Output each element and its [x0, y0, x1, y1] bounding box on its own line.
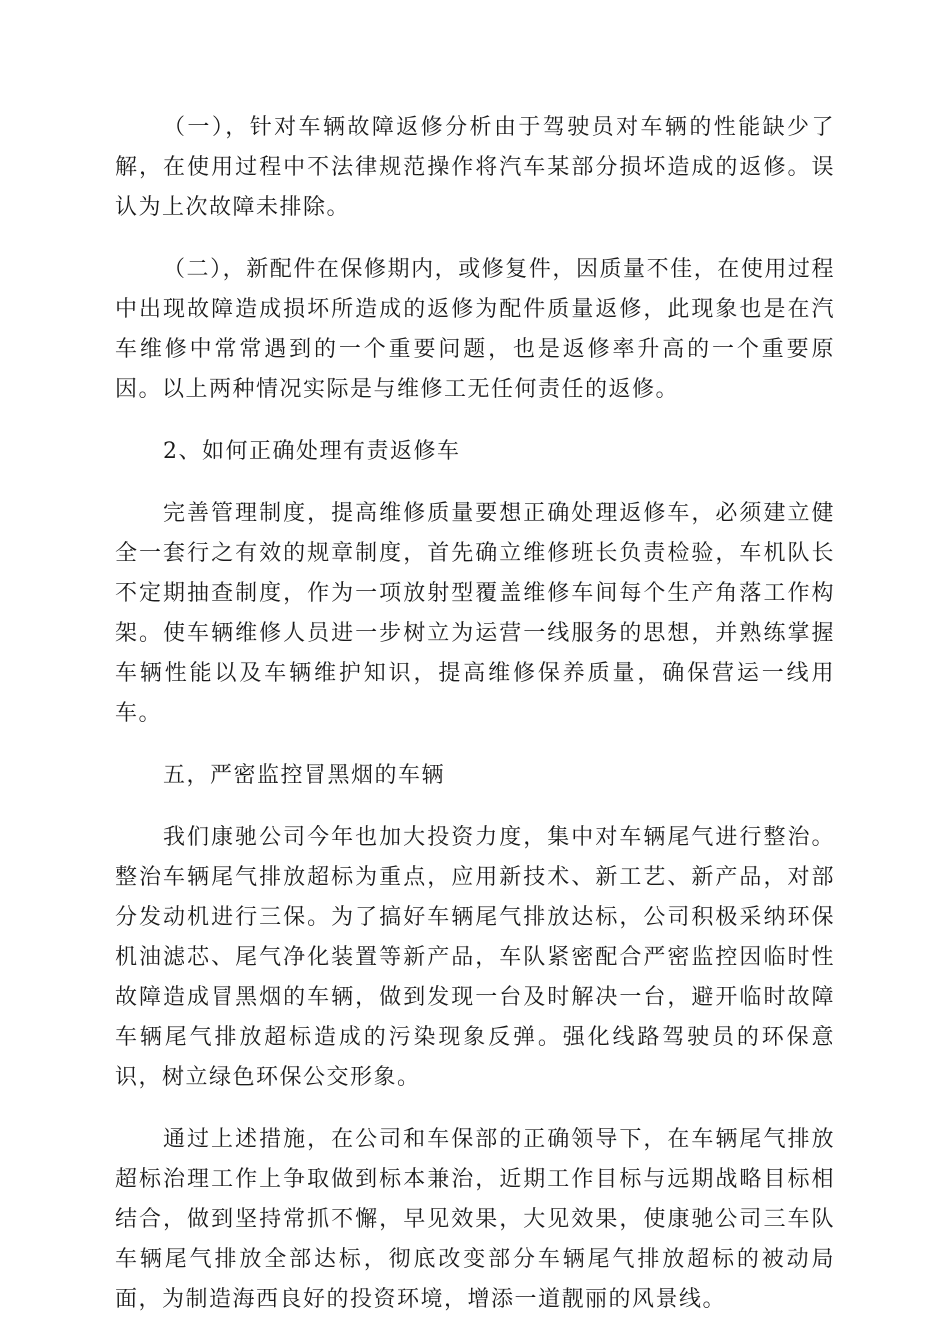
paragraph-exhaust-control: 我们康驰公司今年也加大投资力度，集中对车辆尾气进行整治。整治车辆尾气排放超标为重点，应用新技术、新工艺、新产品，对部分发动机进行三保。为了搞好车辆尾气排放达标，公司积极采纳环保机油滤芯、尾气净化装置等新产品，车队紧密配合严密监控因临时性故障造成冒黑烟的车辆，做到发现一台及时解决一台，避开临时故障车辆尾气排放超标造成的污染现象反弹。强化线路驾驶员的环保意识，树立绿色环保公交形象。	[115, 825, 835, 1090]
document-body	[115, 108, 835, 1342]
paragraph-management-system: 完善管理制度，提高维修质量要想正确处理返修车，必须建立健全一套行之有效的规章制度，首先确立维修班长负责检验，车机队长不定期抽查制度，作为一项放射型覆盖维修车间每个生产角落工作构架。使车辆维修人员进一步树立为运营一线服务的思想，并熟练掌握车辆性能以及车辆维护知识，提高维修保养质量，确保营运一线用车。	[115, 501, 835, 726]
paragraph-conclusion: 通过上述措施，在公司和车保部的正确领导下，在车辆尾气排放超标治理工作上争取做到标本兼治，近期工作目标与远期战略目标相结合，做到坚持常抓不懈，早见效果，大见效果，使康驰公司三车队车辆尾气排放全部达标，彻底改变部分车辆尾气排放超标的被动局面，为制造海西良好的投资环境，增添一道靓丽的风景线。	[115, 1127, 835, 1312]
paragraph-fault-analysis-2: （二），新配件在保修期内，或修复件，因质量不佳，在使用过程中出现故障造成损坏所造成的返修为配件质量返修，此现象也是在汽车维修中常常遇到的一个重要问题，也是返修率升高的一个重要原因。以上两种情况实际是与维修工无任何责任的返修。	[115, 257, 835, 402]
section-heading-handle-repairs: 2、如何正确处理有责返修车	[163, 439, 461, 464]
paragraph-fault-analysis-1: （一），针对车辆故障返修分析由于驾驶员对车辆的性能缺少了解，在使用过程中不法律规范操作将汽车某部分损坏造成的返修。误认为上次故障未排除。	[115, 115, 835, 220]
section-heading-black-smoke: 五，严密监控冒黑烟的车辆	[163, 763, 446, 788]
